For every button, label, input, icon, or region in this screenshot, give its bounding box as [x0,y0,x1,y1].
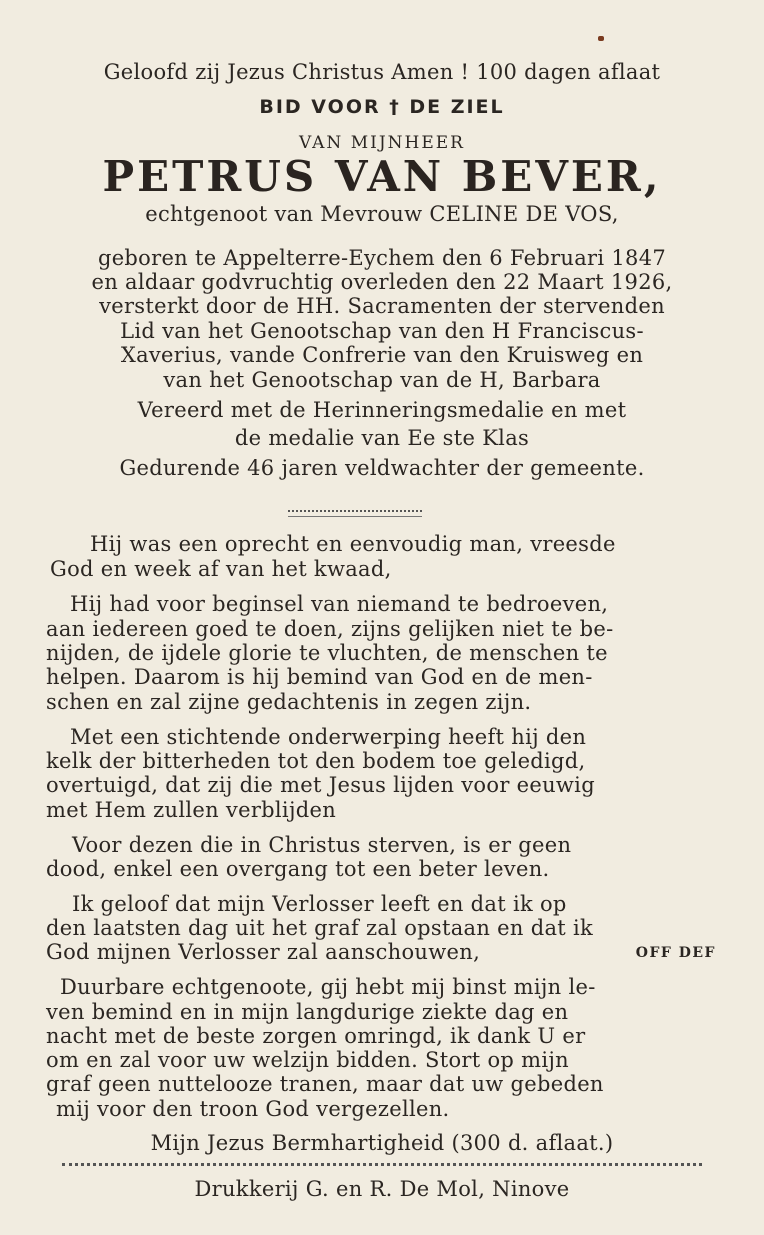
body-line: Hij had voor beginsel van niemand te bedroeven, [70,592,609,616]
off-def-mark: OFF DEF [635,945,716,961]
body-line: kelk der bitterheden tot den bodem toe geledigd, [46,749,586,773]
body-line: nacht met de beste zorgen omringd, ik dank U er [46,1024,586,1048]
body-line: met Hem zullen verblijden [46,798,337,822]
printer-line: Drukkerij G. en R. De Mol, Ninove [194,1177,570,1201]
body-line: den laatsten dag uit het graf zal opstaan en dat ik [46,916,594,940]
bio-line: Xaverius, vande Confrerie van den Kruisweg en [120,343,644,367]
body-line: graf geen nuttelooze tranen, maar dat uw gebeden [46,1072,604,1096]
body-line: aan iedereen goed te doen, zijns gelijken niet te be- [46,617,614,641]
body-line: om en zal voor uw welzijn bidden. Stort op mijn [46,1048,569,1072]
bio-line: Gedurende 46 jaren veldwachter der gemeente. [119,456,645,480]
body-line: ven bemind en in mijn langdurige ziekte dag en [46,1000,569,1024]
bio-line: Vereerd met de Herinneringsmedalie en met [137,398,627,422]
indulgence-line: Geloofd zij Jezus Christus Amen ! 100 dagen aflaat [103,60,661,84]
bio-line: en aldaar godvruchtig overleden den 22 Maart 1926, [91,270,673,294]
bio-line: de medalie van Ee ste Klas [234,426,530,450]
body-line: Ik geloof dat mijn Verlosser leeft en dat ik op [72,892,567,916]
stain-mark [598,36,604,41]
body-line: schen en zal zijne gedachtenis in zegen zijn. [46,690,532,714]
ornament-divider [288,510,422,517]
closing-prayer: Mijn Jezus Bermhartigheid (300 d. aflaat.) [150,1131,614,1155]
body-line: God mijnen Verlosser zal aanschouwen, [46,940,481,964]
spouse-line: echtgenoot van Mevrouw CELINE DE VOS, [145,202,619,226]
dotted-divider [62,1163,702,1166]
body-line: God en week af van het kwaad, [50,557,392,581]
body-line: helpen. Daarom is hij bemind van God en de men- [46,665,593,689]
body-line: dood, enkel een overgang tot een beter leven. [46,857,550,881]
deceased-name: PETRUS VAN BEVER, [102,152,662,201]
pray-for-soul-heading: BID VOOR † DE ZIEL [259,96,505,118]
body-line: Duurbare echtgenoote, gij hebt mij binst mijn le- [60,975,596,999]
bio-line: Lid van het Genootschap van den H Franciscus- [120,319,644,343]
bio-line: versterkt door de HH. Sacramenten der stervenden [99,294,665,318]
body-line: overtuigd, dat zij die met Jesus lijden voor eeuwig [46,773,595,797]
bio-line: van het Genootschap van de H, Barbara [163,368,601,392]
body-line: mij voor den troon God vergezellen. [56,1097,450,1121]
body-line: Met een stichtende onderwerping heeft hij den [70,725,587,749]
body-line: nijden, de ijdele glorie te vluchten, de menschen te [46,641,608,665]
body-line: Voor dezen die in Christus sterven, is er geen [72,833,572,857]
van-mijnheer-label: VAN MIJNHEER [299,133,465,153]
body-line: Hij was een oprecht en eenvoudig man, vreesde [90,532,616,556]
bio-line: geboren te Appelterre-Eychem den 6 Februari 1847 [97,246,667,270]
